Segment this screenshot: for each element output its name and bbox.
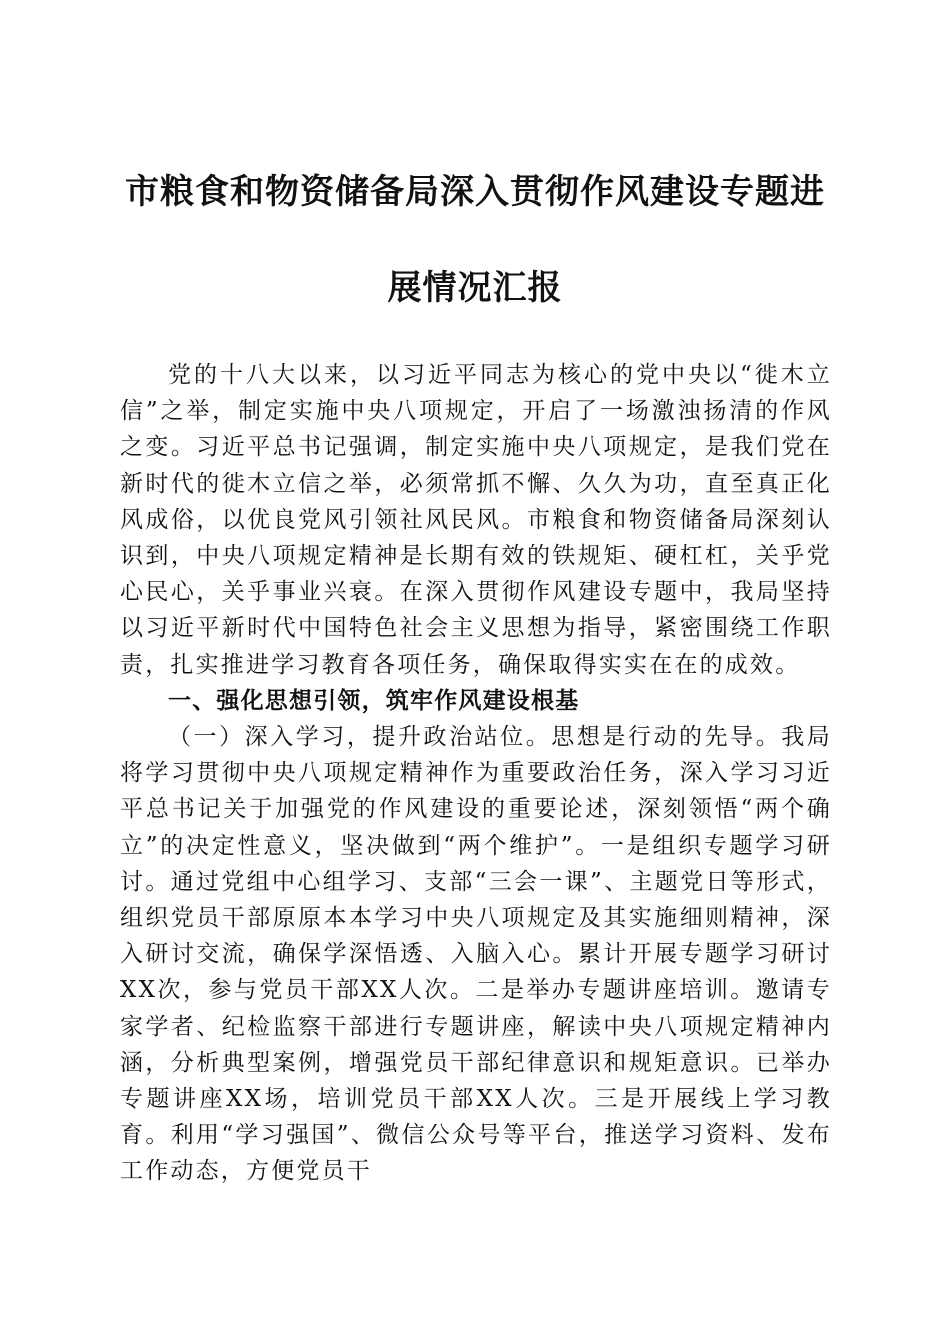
- subsection-1-paragraph: （一）深入学习，提升政治站位。思想是行动的先导。我局将学习贯彻中央八项规定精神作为重要政治任务，深入学习习近平总书记关于加强党的作风建设的重要论述，深刻领悟“两个确立”的决定性意义，坚决做到“两个维护”。一是组织专题学习研讨。通过党组中心组学习、支部“三会一课”、主题党日等形式，组织党员干部原原本本学习中央八项规定及其实施细则精神，深入研讨交流，确保学深悟透、入脑入心。累计开展专题学习研讨XX次，参与党员干部XX人次。二是举办专题讲座培训。邀请专家学者、纪检监察干部进行专题讲座，解读中央八项规定精神内涵，分析典型案例，增强党员干部纪律意识和规矩意识。已举办专题讲座XX场，培训党员干部XX人次。三是开展线上学习教育。利用“学习强国”、微信公众号等平台，推送学习资料、发布工作动态，方便党员干: [120, 724, 832, 1185]
- intro-paragraph: 党的十八大以来，以习近平同志为核心的党中央以“徙木立信”之举，制定实施中央八项规定，开启了一场激浊扬清的作风之变。习近平总书记强调，制定实施中央八项规定，是我们党在新时代的徙木立信之举，必须常抓不懈、久久为功，直至真正化风成俗，以优良党风引领社风民风。市粮食和物资储备局深刻认识到，中央八项规定精神是长期有效的铁规矩、硬杠杠，关乎党心民心，关乎事业兴衰。在深入贯彻作风建设专题中，我局坚持以习近平新时代中国特色社会主义思想为指导，紧密围绕工作职责，扎实推进学习教育各项任务，确保取得实实在在的成效。: [120, 362, 832, 678]
- document-body: [120, 357, 832, 1190]
- section-1-heading: 一、强化思想引领，筑牢作风建设根基: [168, 687, 580, 714]
- document-title-line-2: 展情况汇报: [387, 268, 563, 308]
- document-title-line-1: 市粮食和物资储备局深入贯彻作风建设专题进: [125, 172, 825, 212]
